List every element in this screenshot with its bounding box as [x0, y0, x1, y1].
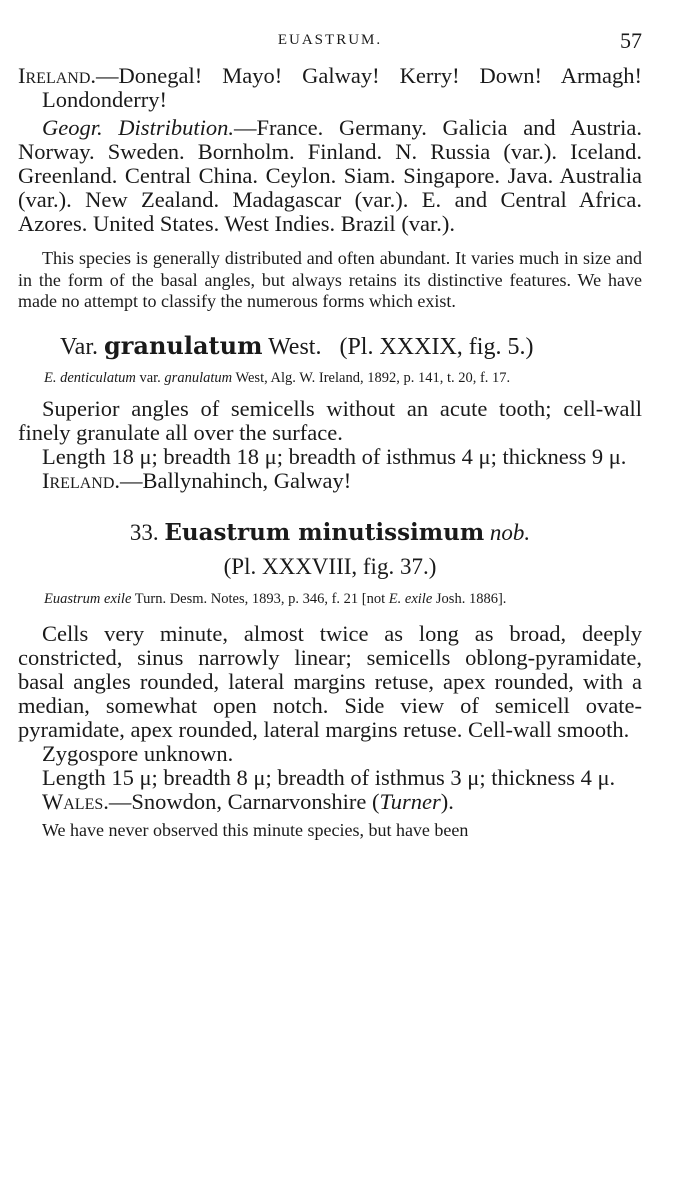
page-header	[18, 30, 642, 64]
species-ref-name2: E. exile	[388, 590, 433, 607]
species-plate: (Pl. XXXVIII, fig. 37.)	[223, 553, 437, 579]
running-head: EUASTRUM.	[277, 32, 383, 48]
species-author: nob.	[489, 519, 531, 545]
species-reference	[18, 591, 642, 608]
variety-ref-var-name: granulatum	[164, 369, 233, 386]
ireland-label: Ireland.	[18, 63, 97, 88]
variety-prefix: Var.	[60, 333, 98, 360]
variety-author: West.	[268, 333, 322, 360]
wales-close: ).	[440, 788, 454, 814]
distribution-label: Geogr. Distribution.	[42, 115, 234, 140]
species-note: This species is generally distributed and often abundant. It varies much in size and in the form of the basal angles, but always retains its distinctive features. We have made no attempt to classify the numerous forms which exist.	[18, 248, 642, 311]
species-measurements: Length 15 μ; breadth 8 μ; breadth of isthmus 3 μ; thickness 4 μ.	[42, 764, 616, 790]
species-heading	[18, 519, 642, 547]
ireland-localities	[18, 64, 642, 112]
geographic-distribution	[18, 116, 642, 236]
trailing-text: We have never observed this minute species, but have been	[42, 819, 469, 840]
variety-plate: (Pl. XXXIX, fig. 5.)	[339, 333, 534, 360]
page-number: 57	[620, 28, 642, 53]
ireland-text: —Donegal! Mayo! Galway! Kerry! Down! Armagh! Londonderry!	[42, 63, 642, 112]
species-zygospore: Zygospore unknown.	[42, 740, 234, 766]
species-name: Euastrum minutissimum	[164, 518, 485, 546]
wales-text: —Snowdon, Carnarvonshire (	[108, 788, 380, 814]
variety-ireland-text: —Ballynahinch, Galway!	[120, 467, 352, 493]
species-ref-name: Euastrum exile	[44, 590, 132, 607]
variety-measurements: Length 18 μ; breadth 18 μ; breadth of isthmus 4 μ; thickness 9 μ.	[42, 443, 627, 469]
distribution-text: —France. Germany. Galicia and Austria. Norway. Sweden. Bornholm. Finland. N. Russia (var.). Iceland. Greenland. Central China. Ceylon. Siam. Singapore. Java. Australia (var.). New Zealand. Madagascar (var.). E. and Central Africa. Azores. United States. West Indies. Brazil (var.).	[18, 115, 642, 236]
species-wales	[18, 790, 642, 814]
variety-ref-var: var.	[139, 369, 161, 386]
species-number: 33.	[129, 519, 159, 545]
variety-ref-name: E. denticulatum	[44, 369, 136, 386]
species-ref-text2: Josh. 1886].	[435, 590, 507, 607]
variety-ref-rest: West, Alg. W. Ireland, 1892, p. 141, t. 20, f. 17.	[235, 369, 511, 386]
variety-reference	[18, 370, 642, 387]
variety-description: Superior angles of semicells without an acute tooth; cell-wall finely granulate all over the surface.	[18, 395, 642, 445]
variety-name: granulatum	[104, 330, 263, 360]
book-page	[18, 30, 642, 841]
wales-label: Wales.	[42, 788, 109, 814]
wales-collector: Turner	[379, 788, 441, 814]
variety-ireland-label: Ireland.	[42, 467, 121, 493]
species-ref-text: Turn. Desm. Notes, 1893, p. 346, f. 21 [not	[134, 590, 386, 607]
variety-heading	[60, 331, 642, 362]
variety-ireland	[18, 469, 642, 493]
species-description: Cells very minute, almost twice as long as broad, deeply constricted, sinus narrowly linear; semicells oblong-pyramidate, basal angles rounded, lateral margins retuse, apex rounded, with a median, somewhat open notch. Side view of semicell ovate-pyramidate, apex rounded, lateral margins retuse. Cell-wall smooth.	[18, 620, 642, 742]
